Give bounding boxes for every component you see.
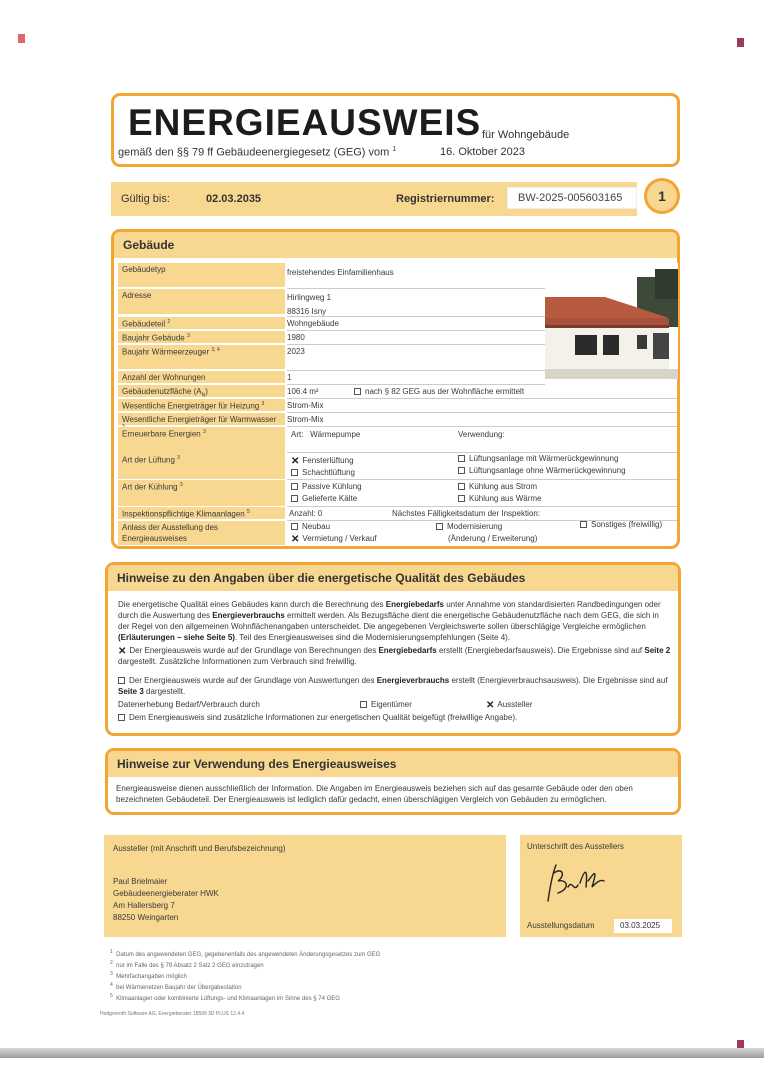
- page-edge: [0, 1048, 764, 1058]
- label-building-part: Gebäudeteil $^2$: [118, 317, 285, 329]
- label-renewable: Erneuerbare Energien $^3$: [118, 427, 285, 453]
- label-building-type: Gebäudetyp: [118, 263, 285, 287]
- registration-number: BW-2025-005603165: [507, 187, 637, 209]
- renewable-use: Verwendung:: [458, 430, 505, 439]
- title-box: [111, 93, 680, 167]
- issuer-street: Am Hallersberg 7: [113, 901, 175, 910]
- label-units: Anzahl der Wohnungen: [118, 371, 285, 383]
- data-collection-label: Datenerhebung Bedarf/Verbrauch durch: [118, 700, 260, 709]
- checkbox[interactable]: [580, 521, 587, 528]
- footnote: $^5$ Klimaanlagen oder kombinierte Lüftungs- und Klimaanlagen im Sinne des § 74 GEG: [110, 993, 340, 1002]
- area-checkbox[interactable]: [354, 388, 361, 395]
- footnote: $^4$ bei Wärmenetzen Baujahr der Übergabestation: [110, 982, 242, 991]
- cool-passive[interactable]: Passive Kühlung: [291, 482, 362, 491]
- value-units: 1: [287, 373, 292, 382]
- page-number-badge: 1: [644, 178, 680, 214]
- consumption-option[interactable]: Der Energieausweis wurde auf der Grundlage von Auswertungen des Energieverbrauchs erstellt (Energieverbrauchsausweis). Die Ergebnisse sind auf Seite 3 dargestellt.: [118, 676, 668, 696]
- issuer-label: Aussteller (mit Anschrift und Berufsbezeichnung): [113, 844, 286, 853]
- checkbox[interactable]: [291, 495, 298, 502]
- page-title: ENERGIEAUSWEIS: [128, 102, 482, 143]
- vent-with-recovery[interactable]: Lüftungsanlage mit Wärmerückgewinnung: [458, 454, 618, 463]
- checkbox[interactable]: [118, 677, 125, 684]
- label-water: Wesentliche Energieträger für Warmwasser: [118, 413, 285, 425]
- issuer-city: 88250 Weingarten: [113, 913, 179, 922]
- checked-x-icon: ✕: [291, 534, 300, 545]
- signature-image: [540, 857, 620, 907]
- issue-date-value: 03.03.2025: [614, 919, 672, 933]
- usage-hints-text: Energieausweise dienen ausschließlich der Information. Die Angaben im Energieausweis beziehen sich auf das gesamte Gebäude oder den oben bezeichneten Gebäudeteil. Der Energieausweis ist lediglich dafür gedacht, einen überschlägigen Vergleich von Gebäuden zu ermöglichen.: [116, 784, 633, 804]
- page-subtitle: für Wohngebäude: [482, 129, 570, 141]
- value-building-part: Wohngebäude: [287, 319, 339, 328]
- footnote: $^3$ Mehrfachangaben möglich: [110, 971, 187, 980]
- registration-label: Registriernummer:: [396, 193, 495, 205]
- reason-rent-sale[interactable]: ✕ Vermietung / Verkauf: [291, 534, 377, 545]
- signature-label: Unterschrift des Ausstellers: [527, 842, 624, 851]
- usage-hints-title: Hinweise zur Verwendung des Energieausweises: [108, 751, 678, 777]
- issuer-address: [113, 876, 219, 924]
- value-area: 106.4 m²: [287, 387, 319, 396]
- label-inspection: Inspektionspflichtige Klimaanlagen $^5$: [118, 507, 285, 519]
- value-water: Strom-Mix: [287, 415, 324, 424]
- checked-x-icon: ✕: [291, 456, 300, 467]
- quality-hints-title: Hinweise zu den Angaben über die energetische Qualität des Gebäudes: [108, 565, 678, 591]
- value-year-built: 1980: [287, 333, 305, 342]
- label-reason: Anlass der Ausstellung des Energieausweises: [118, 521, 285, 545]
- checkbox[interactable]: [360, 701, 367, 708]
- building-section: [111, 229, 680, 549]
- checkbox[interactable]: [436, 523, 443, 530]
- inspection-count: Anzahl: 0: [289, 509, 323, 518]
- signature-section: [520, 835, 682, 937]
- label-area: Gebäudenutzfläche $(A_N)$: [118, 385, 285, 397]
- footnotes: [110, 948, 380, 1003]
- checkbox[interactable]: [291, 469, 298, 476]
- inspection-next: Nächstes Fälligkeitsdatum der Inspektion:: [392, 509, 541, 518]
- valid-until-label: Gültig bis:: [121, 193, 170, 205]
- label-heating: Wesentliche Energieträger für Heizung $^3$: [118, 399, 285, 411]
- checkbox[interactable]: [118, 714, 125, 721]
- corner-mark: [18, 34, 25, 43]
- valid-until-value: 02.03.2035: [206, 193, 262, 205]
- label-address: Adresse: [118, 289, 285, 314]
- issuer-profession: Gebäudeenergieberater HWK: [113, 889, 219, 898]
- cool-heat[interactable]: Kühlung aus Wärme: [458, 494, 541, 503]
- quality-hints-section: [105, 562, 681, 736]
- issue-date-label: Ausstellungsdatum: [527, 921, 595, 930]
- vent-window[interactable]: ✕ Fensterlüftung: [291, 456, 354, 467]
- validity-bar: [111, 182, 637, 216]
- renewable-type: Art: Wärmepumpe: [291, 430, 361, 439]
- reason-new[interactable]: Neubau: [291, 522, 330, 531]
- value-building-type: freistehendes Einfamilienhaus: [287, 268, 394, 277]
- data-issuer-option[interactable]: ✕ Aussteller: [486, 700, 533, 711]
- label-year-heating: Baujahr Wärmeerzeuger $^{3, 4}$: [118, 345, 285, 369]
- reason-modernization-sub: (Änderung / Erweiterung): [448, 534, 538, 543]
- footnote: $^2$ nur im Falle des § 79 Absatz 2 Satz 2 GEG einzutragen: [110, 960, 264, 969]
- software-note: Hottgenroth Software AG, Energieberater 18599 3D PLUS 12.4.4: [100, 1011, 245, 1017]
- law-date: 16. Oktober 2023: [440, 146, 526, 158]
- demand-option[interactable]: ✕ Der Energieausweis wurde auf der Grundlage von Berechnungen des Energiebedarfs erstellt (Energiebedarfsausweis). Die Ergebnisse sind auf Seite 2 dargestellt. Zusätzliche Informationen zum Verbrauch sind freiwillig.: [118, 646, 671, 666]
- law-reference: gemäß den §§ 79 ff Gebäudeenergiegesetz (GEG) vom $^1$: [118, 146, 397, 159]
- vent-shaft[interactable]: Schachtlüftung: [291, 468, 355, 477]
- checked-x-icon: ✕: [118, 646, 127, 657]
- label-ventilation: Art der Lüftung $^3$: [118, 453, 285, 479]
- area-option[interactable]: nach § 82 GEG aus der Wohnfläche ermittelt: [354, 387, 524, 396]
- value-year-heating: 2023: [287, 347, 305, 356]
- checkbox[interactable]: [458, 483, 465, 490]
- value-address-line2: 88316 Isny: [287, 307, 327, 316]
- quality-intro: Die energetische Qualität eines Gebäudes kann durch die Berechnung des Energiebedarfs unter Annahme von standardisierten Randbedingungen oder durch die Auswertung des Energieverbrauchs ermittelt werden. Als Bezugsfläche dient die energetische Gebäudenutzfläche nach dem GEG, die sich in der Regel von den allgemeinen Wohnflächenangaben unterscheidet. Die angegebenen Vergleichswerte sollen überschlägige Vergleiche ermöglichen (Erläuterungen – siehe Seite 5). Teil des Energieausweises sind die Modernisierungsempfehlungen (Seite 4).: [118, 600, 661, 642]
- corner-mark: [737, 38, 744, 47]
- checkbox[interactable]: [291, 483, 298, 490]
- vent-without-recovery[interactable]: Lüftungsanlage ohne Wärmerückgewinnung: [458, 466, 626, 475]
- label-cooling: Art der Kühlung $^3$: [118, 480, 285, 506]
- usage-hints-section: [105, 748, 681, 815]
- checkbox[interactable]: [458, 495, 465, 502]
- cool-delivered[interactable]: Gelieferte Kälte: [291, 494, 357, 503]
- checkbox[interactable]: [458, 467, 465, 474]
- value-heating: Strom-Mix: [287, 401, 324, 410]
- extra-info-option[interactable]: Dem Energieausweis sind zusätzliche Informationen zur energetischen Qualität beigefügt (freiwillige Angabe).: [118, 712, 672, 723]
- building-section-title: Gebäude: [114, 232, 677, 258]
- issuer-section: [104, 835, 506, 937]
- value-address-line1: Hirlingweg 1: [287, 293, 332, 302]
- footnote: $^1$ Datum des angewendeten GEG, gegebenenfalls des angewendeten Änderungsgesetzes zum GEG: [110, 949, 381, 958]
- house-photo: [545, 263, 678, 379]
- reason-modernization[interactable]: Modernisierung: [436, 522, 502, 531]
- checked-x-icon: ✕: [486, 700, 495, 711]
- cool-electric[interactable]: Kühlung aus Strom: [458, 482, 537, 491]
- issuer-name: Paul Brielmaier: [113, 877, 168, 886]
- data-owner-option[interactable]: Eigentümer: [360, 699, 412, 710]
- checkbox[interactable]: [458, 455, 465, 462]
- checkbox[interactable]: [291, 523, 298, 530]
- reason-other[interactable]: Sonstiges (freiwillig): [580, 520, 662, 529]
- label-year-built: Baujahr Gebäude $^3$: [118, 331, 285, 343]
